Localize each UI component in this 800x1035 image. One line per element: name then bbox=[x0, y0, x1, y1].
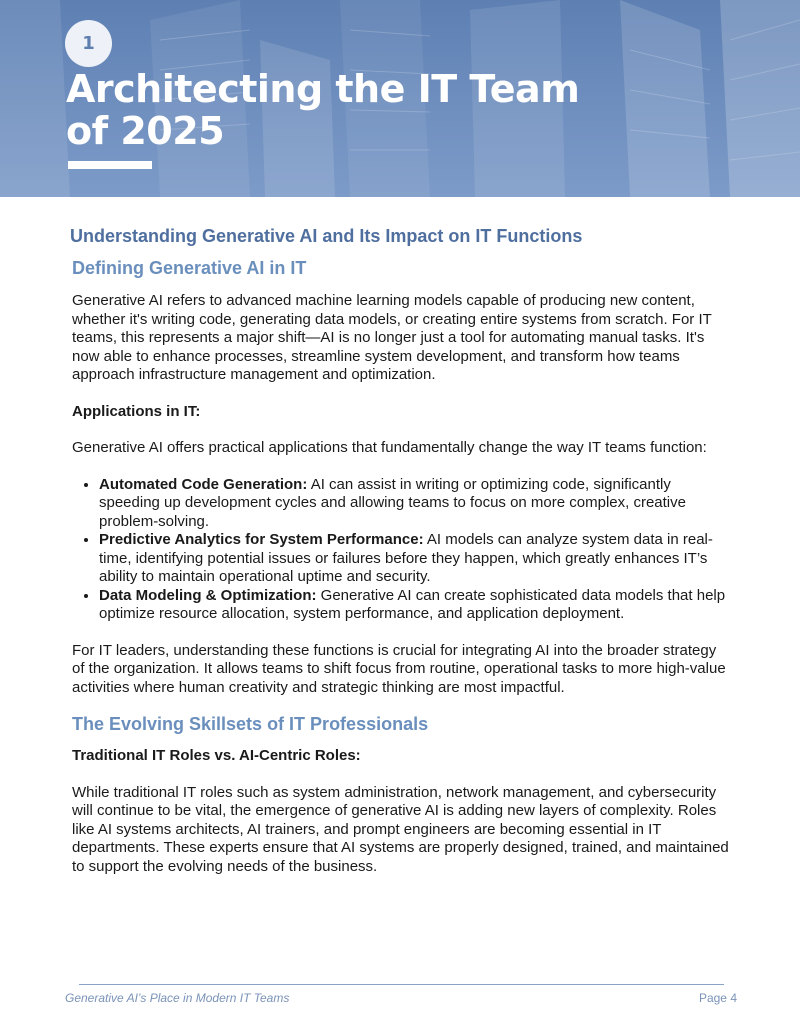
defining-paragraph: Generative AI refers to advanced machine learning models capable of producing new content, whether it's writing code, generating data models, or creating entire systems from scratch. For IT teams, this represents a major shift—AI is no longer just a tool for automating manual tasks. It's now able to enhance processes, streamline system development, and transform how teams approach infrastructure management and optimization. bbox=[72, 292, 712, 383]
roles-label: Traditional IT Roles vs. AI-Centric Roles: bbox=[72, 747, 361, 764]
evolving-paragraph: While traditional IT roles such as system administration, network management, and cybersecurity will continue to be vital, the emergence of generative AI is adding new layers of complexity. Roles like AI systems architects, AI trainers, and prompt engineers are becoming essential in IT departments. These experts ensure that AI systems are properly designed, trained, and maintained to support the evolving needs of the business. bbox=[72, 783, 729, 875]
bullet-label: Data Modeling & Optimization: bbox=[99, 586, 317, 604]
title-underline-bar bbox=[68, 161, 152, 169]
applications-list bbox=[72, 476, 732, 624]
bullet-text: Generative AI can create sophisticated data models that help optimize resource allocation, system performance, and application deployment. bbox=[99, 586, 726, 622]
bullet-text: AI models can analyze system data in real-time, identifying potential issues or failures before they happen, which greatly enhances IT’s ability to maintain operational uptime and security. bbox=[99, 531, 713, 585]
bullet-label: Predictive Analytics for System Performance: bbox=[99, 531, 424, 548]
closing-paragraph: For IT leaders, understanding these functions is crucial for integrating AI into the broader strategy of the organization. It allows teams to shift focus from routine, operational tasks to more high-value activities where human creativity and strategic thinking are most impactful. bbox=[72, 641, 726, 696]
page-number: Page 4 bbox=[698, 991, 737, 1005]
applications-label: Applications in IT: bbox=[72, 402, 201, 420]
chapter-number-badge: 1 bbox=[65, 20, 112, 67]
list-item bbox=[99, 531, 732, 587]
footer-divider bbox=[79, 984, 724, 985]
bullet-text: AI can assist in writing or optimizing code, significantly speeding up development cycles and allowing teams to focus on more complex, creative problem-solving. bbox=[99, 475, 686, 530]
subsection-title-evolving: The Evolving Skillsets of IT Professionals bbox=[72, 714, 429, 734]
applications-intro: Generative AI offers practical applications that fundamentally change the way IT teams function: bbox=[72, 439, 707, 456]
chapter-title: Architecting the IT Team of 2025 bbox=[66, 67, 580, 153]
subsection-title-defining: Defining Generative AI in IT bbox=[72, 258, 307, 278]
list-item bbox=[99, 587, 732, 624]
bullet-label: Automated Code Generation: bbox=[99, 475, 308, 493]
list-item bbox=[99, 476, 732, 532]
hero-banner bbox=[0, 0, 800, 197]
page-content bbox=[72, 224, 732, 876]
footer-document-title: Generative AI’s Place in Modern IT Teams bbox=[65, 991, 290, 1005]
section-title: Understanding Generative AI and Its Impact on IT Functions bbox=[70, 226, 583, 246]
